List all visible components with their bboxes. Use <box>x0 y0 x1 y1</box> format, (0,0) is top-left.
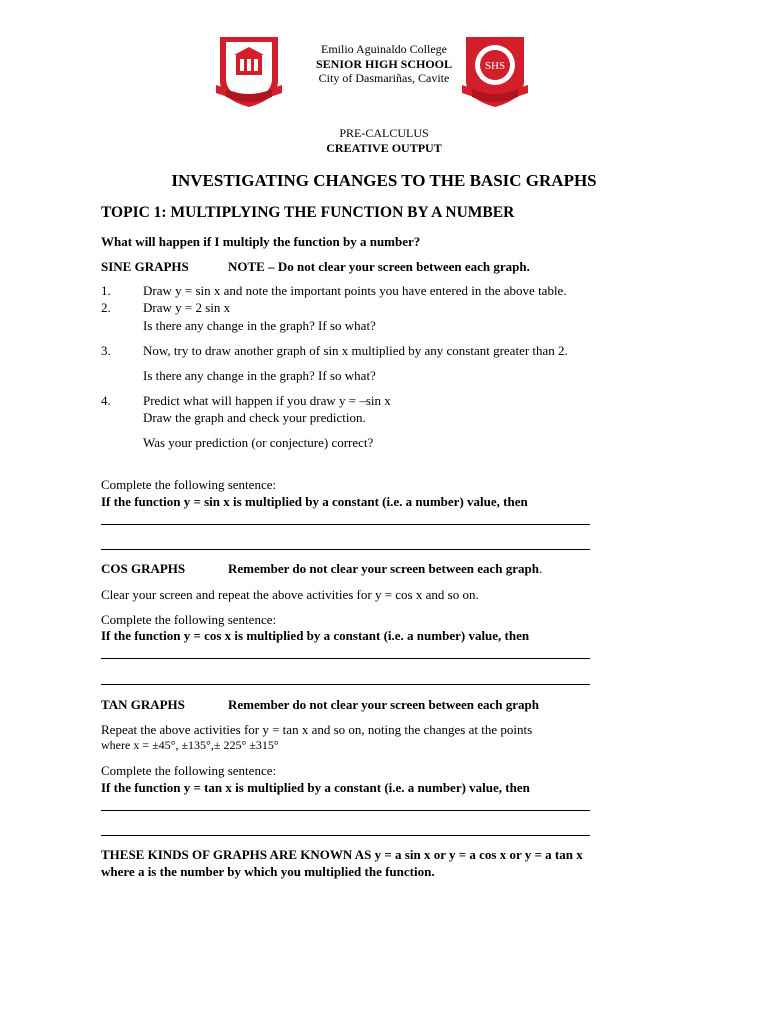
complete-prompt: Complete the following sentence: <box>101 763 277 778</box>
cos-note <box>228 561 542 576</box>
page-title: INVESTIGATING CHANGES TO THE BASIC GRAPHS <box>171 171 597 190</box>
sine-sentence: If the function y = sin x is multiplied by a constant (i.e. a number) value, then <box>101 494 528 509</box>
cos-sentence: If the function y = cos x is multiplied by a constant (i.e. a number) value, then <box>101 628 530 643</box>
cos-instruction: Clear your screen and repeat the above activities for y = cos x and so on. <box>101 587 479 602</box>
tan-note: Remember do not clear your screen between each graph <box>228 697 539 712</box>
svg-text:SHS: SHS <box>484 60 506 72</box>
step-text: Predict what will happen if you draw y = –sin x <box>143 393 391 408</box>
answer-line[interactable] <box>101 810 590 811</box>
cos-heading: COS GRAPHS <box>101 561 186 576</box>
sine-note: NOTE – Do not clear your screen between each graph. <box>228 259 530 274</box>
answer-line[interactable] <box>101 684 590 685</box>
step-text: Draw y = 2 sin x <box>143 300 231 315</box>
step-text: Now, try to draw another graph of sin x multiplied by any constant greater than 2. <box>143 343 568 358</box>
step-number: 2. <box>101 300 111 315</box>
output-type: CREATIVE OUTPUT <box>326 140 442 155</box>
answer-line[interactable] <box>101 835 590 836</box>
step-subtext: Was your prediction (or conjecture) correct? <box>143 435 374 450</box>
subject-name: PRE-CALCULUS <box>339 126 429 140</box>
step-subtext: Is there any change in the graph? If so what? <box>143 368 376 383</box>
answer-line[interactable] <box>101 658 590 659</box>
college-seal-icon <box>214 33 284 111</box>
sine-heading: SINE GRAPHS <box>101 259 189 274</box>
answer-line[interactable] <box>101 549 590 550</box>
step-subtext: Is there any change in the graph? If so what? <box>143 318 376 333</box>
cos-note-end: . <box>538 561 543 576</box>
tan-instruction-points: where x = ±45°, ±135°,± 225° ±315° <box>101 738 279 752</box>
subject-block <box>270 126 498 155</box>
school-level: SENIOR HIGH SCHOOL <box>315 56 453 71</box>
city: City of Dasmariñas, Cavite <box>318 71 450 85</box>
tan-sentence: If the function y = tan x is multiplied by a constant (i.e. a number) value, then <box>101 780 530 795</box>
step-number: 1. <box>101 283 111 298</box>
conclusion-line-1: THESE KINDS OF GRAPHS ARE KNOWN AS y = a sin x or y = a cos x or y = a tan x <box>101 847 583 862</box>
school-info <box>300 42 468 86</box>
tan-heading: TAN GRAPHS <box>101 697 185 712</box>
college-name: Emilio Aguinaldo College <box>321 42 447 56</box>
tan-instruction: Repeat the above activities for y = tan x and so on, noting the changes at the points <box>101 722 533 737</box>
step-text: Draw y = sin x and note the important points you have entered in the above table. <box>143 283 567 298</box>
topic-title: TOPIC 1: MULTIPLYING THE FUNCTION BY A NUMBER <box>101 204 515 221</box>
guiding-question: What will happen if I multiply the function by a number? <box>101 234 421 249</box>
cos-note-text: Remember do not clear your screen between each graph <box>228 561 539 576</box>
step-subtext: Draw the graph and check your prediction. <box>143 410 366 425</box>
shs-seal-icon <box>460 33 530 111</box>
answer-line[interactable] <box>101 524 590 525</box>
step-number: 3. <box>101 343 111 358</box>
complete-prompt: Complete the following sentence: <box>101 612 277 627</box>
step-number: 4. <box>101 393 111 408</box>
conclusion-line-2: where a is the number by which you multiplied the function. <box>101 864 435 879</box>
complete-prompt: Complete the following sentence: <box>101 477 277 492</box>
